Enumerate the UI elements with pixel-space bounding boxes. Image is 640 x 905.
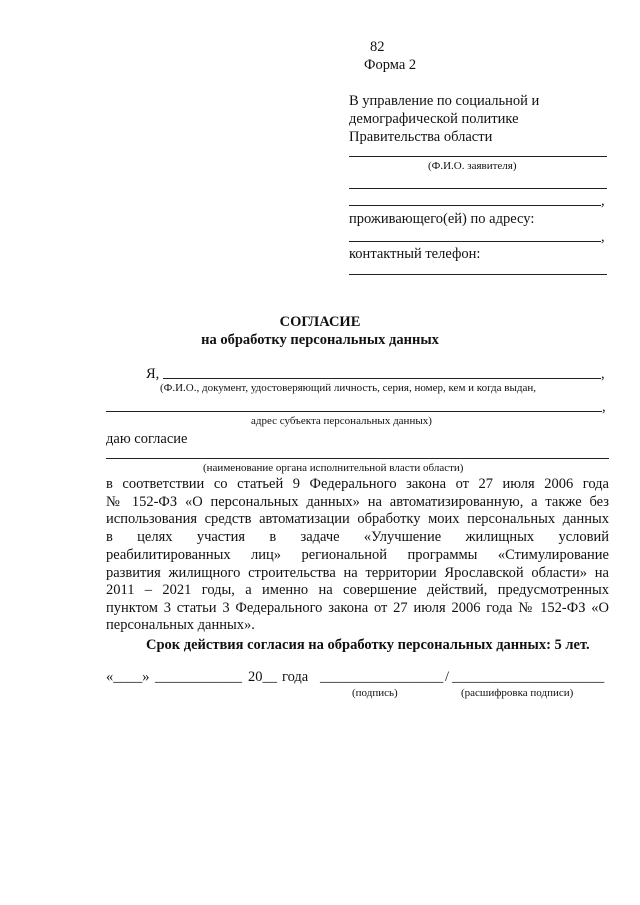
address-line[interactable]: [349, 241, 601, 242]
ya-label: Я,: [146, 366, 160, 382]
page-number: 82: [370, 39, 385, 55]
applicant-line-3[interactable]: [349, 205, 601, 206]
body-line-8: пунктом 3 статьи 3 Федерального закона от 27 июля 2006 года № 152-ФЗ «О: [106, 600, 609, 616]
signature-field[interactable]: _________________: [320, 669, 444, 685]
applicant-line-2[interactable]: [349, 188, 607, 189]
body-line-5: реабилитированных лиц» региональной программы «Стимулирование: [106, 547, 609, 563]
signature-caption: (подпись): [352, 687, 398, 699]
subject-caption-1: (Ф.И.О., документ, удостоверяющий личность, серия, номер, кем и когда выдан,: [160, 382, 536, 394]
organ-line[interactable]: [106, 458, 609, 459]
subject-address-line[interactable]: [106, 411, 602, 412]
body-line-9: персональных данных».: [106, 617, 255, 633]
subject-caption-2: адрес субъекта персональных данных): [251, 415, 432, 427]
signature-decode-field[interactable]: _____________________: [452, 669, 605, 685]
addressee-line-3: Правительства области: [349, 129, 493, 145]
phone-line[interactable]: [349, 274, 607, 275]
consent-label: даю согласие: [106, 431, 188, 447]
applicant-fio-caption: (Ф.И.О. заявителя): [428, 160, 517, 172]
subject-address-comma: ,: [602, 399, 606, 415]
document-subtitle: на обработку персональных данных: [201, 332, 439, 348]
subject-fio-comma: ,: [601, 366, 605, 382]
body-line-4: в целях участия в задаче «Улучшение жилищных условий: [106, 529, 609, 545]
document-title: СОГЛАСИЕ: [279, 314, 361, 330]
validity-statement: Срок действия согласия на обработку персональных данных: 5 лет.: [146, 637, 590, 653]
addressee-line-1: В управление по социальной и: [349, 93, 540, 109]
date-year-field[interactable]: 20__: [248, 669, 277, 685]
date-day-field[interactable]: «____»: [106, 669, 150, 685]
phone-label: контактный телефон:: [349, 246, 481, 262]
body-line-1: в соответствии со статьей 9 Федерального закона от 27 июля 2006 года: [106, 476, 609, 492]
subject-fio-line[interactable]: [163, 378, 601, 379]
applicant-fio-line[interactable]: [349, 156, 607, 157]
signature-slash: /: [445, 669, 450, 685]
date-month-field[interactable]: ____________: [155, 669, 242, 685]
body-line-2: № 152-ФЗ «О персональных данных» на автоматизированную, а также без: [106, 494, 609, 510]
address-label: проживающего(ей) по адресу:: [349, 211, 535, 227]
address-line-comma: ,: [601, 229, 605, 245]
applicant-line-3-comma: ,: [601, 193, 605, 209]
form-label: Форма 2: [364, 57, 417, 73]
body-line-7: 2011 – 2021 годы, а именно на совершение действий, предусмотренных: [106, 582, 609, 598]
body-line-3: использования средств автоматизации обработку моих персональных данных: [106, 511, 609, 527]
body-line-6: развития жилищного строительства на территории Ярославской области» на: [106, 565, 609, 581]
addressee-line-2: демографической политике: [349, 111, 519, 127]
signature-decode-caption: (расшифровка подписи): [461, 687, 574, 699]
organ-caption: (наименование органа исполнительной власти области): [203, 462, 464, 474]
date-suffix: года: [282, 669, 309, 685]
